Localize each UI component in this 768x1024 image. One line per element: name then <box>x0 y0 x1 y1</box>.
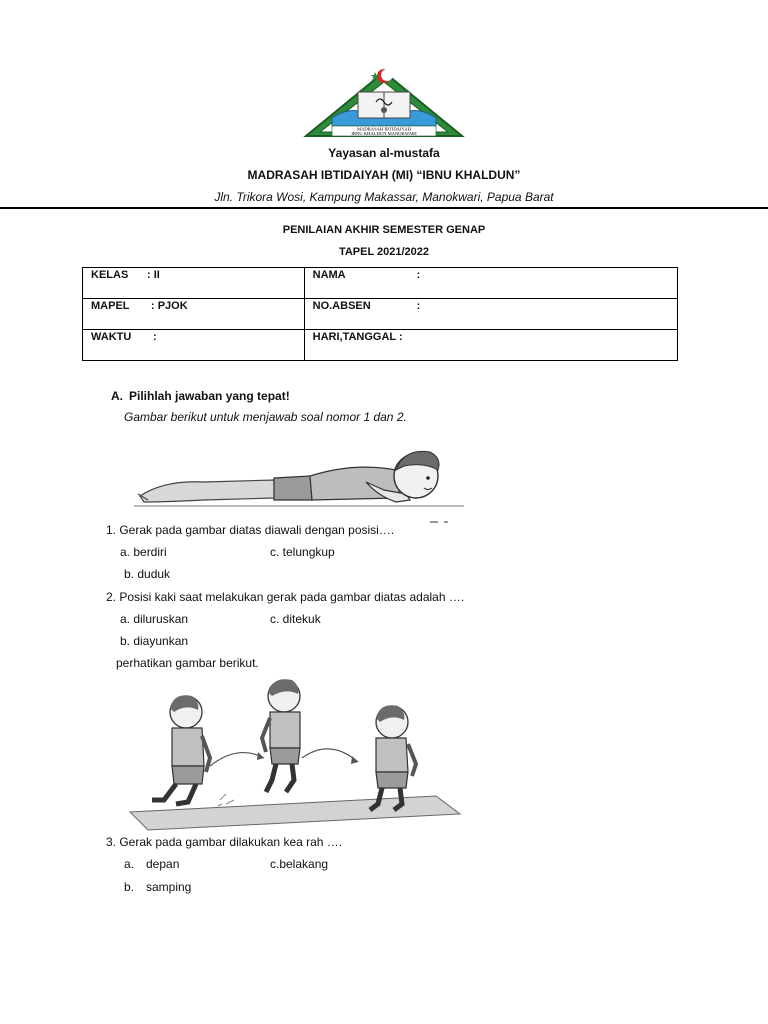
table-row <box>83 330 678 361</box>
school-address: Jln. Trikora Wosi, Kampung Makassar, Manokwari, Papua Barat <box>214 190 554 204</box>
nama-cell[interactable] <box>304 268 677 299</box>
absen-cell[interactable] <box>304 299 677 330</box>
hari-tanggal-label: HARI,TANGGAL : <box>312 331 403 343</box>
question-3-option-c[interactable]: c.belakang <box>270 857 329 871</box>
question-1-option-b[interactable]: b. duduk <box>124 567 171 581</box>
question-1-option-a[interactable]: a. berdiri <box>120 545 167 559</box>
mapel-label: MAPEL <box>91 300 130 312</box>
waktu-cell[interactable] <box>83 330 305 361</box>
child-figure-3 <box>370 705 416 810</box>
kelas-cell <box>83 268 305 299</box>
nama-label: NAMA <box>312 269 346 281</box>
foundation-name: Yayasan al-mustafa <box>328 146 440 160</box>
absen-label: NO.ABSEN <box>312 300 371 312</box>
section-letter: A. <box>111 389 123 403</box>
question-1-text: 1. Gerak pada gambar diatas diawali dengan posisi…. <box>106 523 395 537</box>
exam-year: TAPEL 2021/2022 <box>338 246 430 258</box>
picture-note-2: perhatikan gambar berikut. <box>116 656 259 670</box>
school-logo <box>302 66 466 142</box>
nama-colon: : <box>416 269 421 281</box>
question-2-text: 2. Posisi kaki saat melakukan gerak pada gambar diatas adalah …. <box>106 590 465 604</box>
question-3-option-a-letter[interactable]: a. <box>124 857 135 871</box>
question-2-option-c[interactable]: c. ditekuk <box>270 612 321 626</box>
hari-tanggal-cell[interactable] <box>304 330 677 361</box>
exam-title: PENILAIAN AKHIR SEMESTER GENAP <box>282 224 486 236</box>
logo-text-line1: MADRASAH IBTIDAIYAH <box>357 126 411 132</box>
school-name: MADRASAH IBTIDAIYAH (MI) “IBNU KHALDUN” <box>247 168 521 182</box>
mapel-value: : PJOK <box>151 300 188 312</box>
table-row <box>83 268 678 299</box>
table-row <box>83 299 678 330</box>
header-divider <box>0 207 768 209</box>
mapel-cell <box>83 299 305 330</box>
kelas-value: : II <box>147 269 160 281</box>
waktu-colon: : <box>153 331 157 343</box>
child-figure-2 <box>262 679 300 792</box>
section-heading <box>111 389 290 403</box>
question-2-option-a[interactable]: a. diluruskan <box>120 612 189 626</box>
jumping-sequence-illustration <box>126 674 464 832</box>
question-3-text: 3. Gerak pada gambar dilakukan kea rah …. <box>106 835 343 849</box>
question-1-option-c[interactable]: c. telungkup <box>270 545 335 559</box>
picture-note-1: Gambar berikut untuk menjawab soal nomor 1 dan 2. <box>124 410 407 424</box>
prone-position-illustration <box>134 436 466 528</box>
question-3-option-b[interactable]: samping <box>146 880 192 894</box>
question-3-option-b-letter[interactable]: b. <box>124 880 135 894</box>
student-info-table <box>82 267 678 361</box>
question-2-option-b[interactable]: b. diayunkan <box>120 634 189 648</box>
absen-colon: : <box>416 300 421 312</box>
waktu-label: WAKTU <box>91 331 132 343</box>
question-3-option-a[interactable]: depan <box>146 857 180 871</box>
kelas-label: KELAS <box>91 269 129 281</box>
section-title: Pilihlah jawaban yang tepat! <box>129 389 290 403</box>
logo-text-line2: IBNU KHALDUN MANOKWARI <box>351 131 417 136</box>
child-figure-1 <box>152 695 210 804</box>
